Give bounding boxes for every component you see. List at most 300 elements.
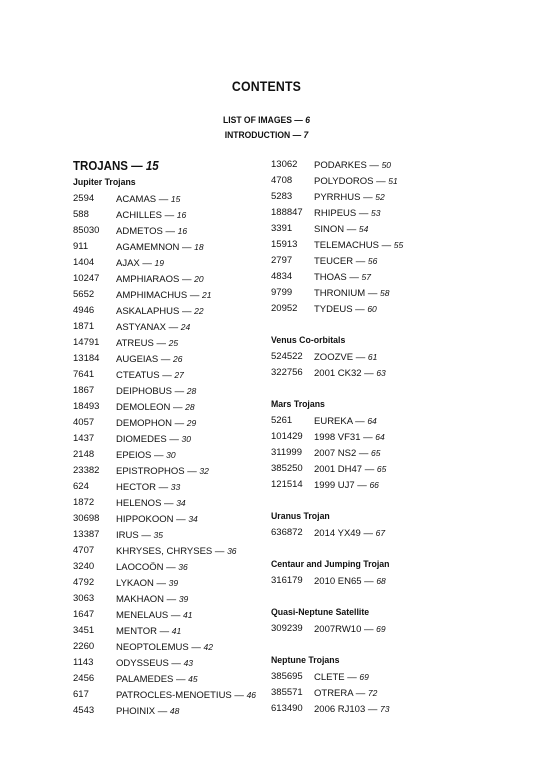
entry-title	[116, 191, 180, 208]
entry-name: ACAMAS	[116, 194, 157, 205]
dash: —	[171, 418, 187, 429]
dash: —	[373, 176, 389, 187]
entry-page: 60	[367, 304, 377, 314]
entry-page: 42	[203, 642, 213, 652]
entry-number: 5283	[271, 191, 293, 202]
entry-name: THOAS	[314, 272, 347, 283]
toc-entry[interactable]	[271, 269, 471, 285]
entry-page: 73	[380, 704, 390, 714]
entry-title	[116, 303, 204, 320]
entry-title	[314, 349, 377, 366]
section-heading: Mars Trojans	[271, 399, 325, 410]
entry-title	[116, 527, 163, 544]
entry-number: 1437	[73, 433, 95, 444]
entry-name: AMPHIARAOS	[116, 274, 180, 285]
front-matter-label: INTRODUCTION	[224, 130, 291, 141]
toc-entry[interactable]	[271, 301, 471, 317]
entry-name: LYKAON	[116, 578, 154, 589]
entry-page: 46	[246, 690, 257, 700]
toc-entry[interactable]	[73, 303, 263, 319]
entry-page: 51	[388, 176, 398, 186]
entry-number: 1647	[73, 609, 95, 620]
dash: —	[179, 306, 195, 317]
entry-number: 3240	[73, 561, 95, 572]
entry-page: 15	[170, 194, 181, 204]
section-heading: Jupiter Trojans	[73, 177, 136, 188]
toc-entry[interactable]	[271, 365, 471, 381]
entry-title	[314, 525, 385, 542]
entry-name: 2001 DH47	[314, 464, 363, 475]
entry-title	[314, 701, 389, 718]
entry-page: 32	[199, 466, 209, 476]
entry-number: 1867	[73, 385, 95, 396]
section-heading: Centaur and Jumping Trojan	[271, 559, 390, 570]
entry-page: 55	[393, 240, 404, 250]
entry-page: 28	[186, 386, 197, 396]
entry-number: 18493	[73, 401, 100, 412]
entry-title	[116, 223, 187, 240]
dash: —	[127, 159, 146, 173]
entry-title	[314, 253, 377, 270]
entry-number: 2797	[271, 255, 293, 266]
entry-title	[116, 703, 179, 720]
entry-number: 4946	[73, 305, 95, 316]
entry-number: 13184	[73, 353, 100, 364]
toc-entry[interactable]	[73, 591, 263, 607]
dash: —	[165, 322, 181, 333]
entry-number: 385571	[271, 687, 303, 698]
dash: —	[170, 402, 186, 413]
entry-page: 28	[185, 402, 195, 412]
toc-entry[interactable]	[271, 701, 471, 717]
entry-page: 65	[371, 448, 381, 458]
entry-page: 56	[367, 256, 378, 266]
toc-entry[interactable]	[271, 285, 471, 301]
front-matter-page: 6	[305, 115, 310, 126]
entry-page: 21	[202, 290, 212, 300]
entry-title	[314, 269, 371, 286]
entry-number: 2260	[73, 641, 95, 652]
dash: —	[352, 416, 368, 427]
entry-number: 13387	[73, 529, 100, 540]
entry-title	[314, 461, 386, 478]
toc-entry[interactable]	[73, 239, 263, 255]
entry-number: 2594	[73, 193, 95, 204]
dash: —	[155, 706, 170, 717]
dash: —	[138, 530, 154, 541]
toc-entry[interactable]	[271, 173, 471, 189]
entry-name: CLETE	[314, 672, 345, 683]
dash: —	[168, 610, 184, 621]
entry-title	[314, 445, 381, 462]
dash: —	[361, 368, 377, 379]
entry-number: 121514	[271, 479, 303, 490]
entry-page: 20	[194, 274, 204, 284]
entry-page: 72	[367, 688, 378, 698]
front-matter-introduction[interactable]	[27, 130, 507, 141]
entry-title	[116, 607, 193, 624]
entry-title	[314, 685, 377, 702]
dash: —	[356, 448, 372, 459]
toc-entry[interactable]	[73, 223, 263, 239]
entry-number: 1143	[73, 657, 94, 668]
dash: —	[354, 480, 370, 491]
entry-title	[314, 237, 403, 254]
toc-entry[interactable]	[271, 253, 471, 269]
dash: —	[360, 528, 376, 539]
entry-name: 1999 UJ7	[314, 480, 355, 491]
entry-number: 1871	[73, 321, 95, 332]
entry-number: 7641	[73, 369, 95, 380]
entry-page: 29	[186, 418, 197, 428]
entry-name: AGAMEMNON	[116, 242, 180, 253]
entry-title	[314, 285, 389, 302]
entry-title	[116, 543, 237, 560]
toc-entry[interactable]	[271, 685, 471, 701]
section-spacer	[271, 637, 471, 653]
entry-number: 14791	[73, 337, 100, 348]
entry-number: 85030	[73, 225, 100, 236]
dash: —	[290, 130, 304, 141]
dash: —	[161, 210, 177, 221]
entry-name: 2010 EN65	[314, 576, 362, 587]
entry-name: SINON	[314, 224, 345, 235]
dash: —	[352, 304, 368, 315]
toc-entry[interactable]	[73, 575, 263, 591]
dash: —	[157, 626, 172, 637]
toc-entry[interactable]	[73, 639, 263, 655]
entry-number: 636872	[271, 527, 303, 538]
entry-number: 4057	[73, 417, 95, 428]
entry-page: 30	[166, 450, 176, 460]
entry-name: AJAX	[116, 258, 140, 269]
entry-title	[314, 157, 391, 174]
entry-title	[116, 479, 180, 496]
toc-entry[interactable]	[271, 429, 471, 445]
toc-entry[interactable]	[73, 703, 263, 719]
entry-title	[116, 639, 213, 656]
entry-number: 3451	[73, 625, 95, 636]
toc-entry[interactable]	[73, 415, 263, 431]
section-heading: Neptune Trojans	[271, 655, 340, 666]
entry-name: ATREUS	[116, 338, 154, 349]
entry-name: 2007RW10	[314, 624, 362, 635]
entry-page: 61	[367, 352, 378, 362]
right-sections	[271, 157, 471, 717]
toc-entry[interactable]	[73, 207, 263, 223]
entry-name: HIPPOKOON	[116, 514, 174, 525]
dash: —	[362, 464, 377, 475]
entry-title	[116, 351, 183, 368]
toc-entry[interactable]	[73, 479, 263, 495]
entry-name: PYRRHUS	[314, 192, 361, 203]
entry-number: 1872	[73, 497, 95, 508]
dash: —	[156, 194, 171, 205]
entry-name: ACHILLES	[116, 210, 162, 221]
dash: —	[187, 290, 203, 301]
entry-page: 64	[367, 416, 377, 426]
entry-page: 39	[168, 578, 179, 588]
trojans-heading-label: TROJANS	[73, 159, 128, 173]
toc-entry[interactable]	[73, 447, 263, 463]
entry-name: MAKHAON	[116, 594, 165, 605]
entry-name: TEUCER	[314, 256, 354, 267]
entry-page: 16	[176, 210, 187, 220]
entry-page: 45	[188, 674, 198, 684]
entry-name: PODARKES	[314, 160, 367, 171]
entry-name: CTEATUS	[116, 370, 160, 381]
entry-number: 385695	[271, 671, 303, 682]
entry-number: 4792	[73, 577, 95, 588]
dash: —	[179, 274, 195, 285]
entry-title	[116, 335, 178, 352]
entry-number: 188847	[271, 207, 303, 218]
entry-page: 41	[183, 610, 193, 620]
dash: —	[361, 576, 377, 587]
entry-page: 19	[154, 258, 165, 268]
toc-entry[interactable]	[73, 623, 263, 639]
contents-title: CONTENTS	[231, 78, 302, 94]
entry-number: 3063	[73, 593, 95, 604]
entry-name: DIOMEDES	[116, 434, 167, 445]
entry-page: 18	[194, 242, 204, 252]
entry-number: 1404	[73, 257, 95, 268]
toc-entry[interactable]	[271, 461, 471, 477]
entry-page: 43	[183, 658, 194, 668]
entry-title	[116, 495, 186, 512]
toc-entry[interactable]	[271, 205, 471, 221]
entry-name: 1998 VF31	[314, 432, 361, 443]
toc-entry[interactable]	[73, 495, 263, 511]
entry-title	[314, 621, 386, 638]
entry-number: 3391	[271, 223, 293, 234]
toc-entry[interactable]	[271, 477, 471, 493]
dash: —	[353, 352, 368, 363]
entry-title	[116, 463, 209, 480]
entry-name: RHIPEUS	[314, 208, 357, 219]
section-spacer	[271, 317, 471, 333]
dash: —	[184, 466, 200, 477]
toc-entry[interactable]	[271, 157, 471, 173]
entry-title	[314, 477, 379, 494]
entry-number: 5652	[73, 289, 95, 300]
toc-entry[interactable]	[73, 543, 263, 559]
toc-entry[interactable]	[271, 237, 471, 253]
entry-page: 16	[177, 226, 188, 236]
entry-title	[314, 413, 377, 430]
dash: —	[179, 242, 195, 253]
entry-page: 68	[376, 576, 386, 586]
dash: —	[188, 642, 204, 653]
toc-entry[interactable]	[271, 221, 471, 237]
entry-number: 5261	[271, 415, 293, 426]
section-heading: Quasi-Neptune Satellite	[271, 607, 370, 618]
dash: —	[173, 514, 189, 525]
entry-page: 34	[188, 514, 198, 524]
entry-name: POLYDOROS	[314, 176, 374, 187]
toc-entry[interactable]	[73, 463, 263, 479]
section-heading: Uranus Trojan	[271, 511, 330, 522]
dash: —	[212, 546, 228, 557]
toc-entry[interactable]	[271, 669, 471, 685]
dash: —	[161, 498, 177, 509]
entry-name: AUGEIAS	[116, 354, 159, 365]
entry-name: NEOPTOLEMUS	[116, 642, 189, 653]
dash: —	[166, 434, 182, 445]
entry-number: 15913	[271, 239, 298, 250]
entry-page: 41	[171, 626, 182, 636]
toc-entry[interactable]	[73, 319, 263, 335]
entry-number: 311999	[271, 447, 302, 458]
entry-name: EPEIOS	[116, 450, 152, 461]
dash: —	[159, 370, 175, 381]
toc-entry[interactable]	[73, 191, 263, 207]
entry-title	[116, 399, 195, 416]
entry-number: 624	[73, 481, 89, 492]
entry-name: PALAMEDES	[116, 674, 174, 685]
entry-title	[116, 367, 184, 384]
dash: —	[153, 578, 169, 589]
entry-title	[314, 365, 386, 382]
dash: —	[360, 432, 376, 443]
toc-entry[interactable]	[73, 527, 263, 543]
dash: —	[291, 115, 306, 126]
entry-title	[314, 301, 377, 318]
toc-entry[interactable]	[73, 367, 263, 383]
entry-number: 2148	[73, 449, 95, 460]
dash: —	[163, 562, 179, 573]
dash: —	[346, 272, 362, 283]
toc-entry[interactable]	[271, 573, 471, 589]
entry-name: DEMOPHON	[116, 418, 172, 429]
entry-name: TYDEUS	[314, 304, 353, 315]
entry-name: 2007 NS2	[314, 448, 357, 459]
entry-number: 309239	[271, 623, 303, 634]
front-matter-page: 7	[303, 130, 309, 141]
toc-entry[interactable]	[73, 511, 263, 527]
entry-title	[116, 271, 204, 288]
entry-name: ASKALAPHUS	[116, 306, 180, 317]
toc-entry[interactable]	[73, 607, 263, 623]
entry-number: 911	[73, 241, 89, 252]
dash: —	[162, 226, 178, 237]
section-spacer	[271, 541, 471, 557]
toc-entry[interactable]	[271, 349, 471, 365]
left-sections	[73, 175, 263, 719]
entry-number: 316179	[271, 575, 303, 586]
entry-number: 20952	[271, 303, 298, 314]
entry-page: 53	[371, 208, 381, 218]
left-column	[73, 157, 263, 719]
entry-title	[314, 221, 368, 238]
entry-title	[116, 575, 178, 592]
toc-entry[interactable]	[271, 525, 471, 541]
entry-name: LAOCOÖN	[116, 562, 164, 573]
toc-entry[interactable]	[73, 399, 263, 415]
entry-name: IRUS	[116, 530, 139, 541]
entry-number: 617	[73, 689, 89, 700]
entry-name: DEMOLEON	[116, 402, 171, 413]
dash: —	[366, 160, 382, 171]
entry-name: MENTOR	[116, 626, 157, 637]
toc-entry[interactable]	[73, 559, 263, 575]
dash: —	[155, 482, 171, 493]
entry-name: ZOOZVE	[314, 352, 354, 363]
entry-name: MENELAUS	[116, 610, 169, 621]
entry-number: 613490	[271, 703, 303, 714]
entry-title	[116, 671, 198, 688]
toc-entry[interactable]	[271, 445, 471, 461]
dash: —	[168, 658, 184, 669]
entry-title	[116, 383, 196, 400]
toc-entry[interactable]	[73, 287, 263, 303]
dash: —	[353, 256, 368, 267]
toc-entry[interactable]	[73, 687, 263, 703]
front-matter-list-of-images[interactable]	[27, 115, 507, 126]
entry-number: 588	[73, 209, 89, 220]
entry-number: 4708	[271, 175, 293, 186]
entry-page: 22	[194, 306, 204, 316]
entry-title	[116, 591, 188, 608]
entry-page: 39	[178, 594, 189, 604]
dash: —	[139, 258, 155, 269]
entry-page: 50	[381, 160, 392, 170]
dash: —	[164, 594, 179, 605]
dash: —	[231, 690, 247, 701]
trojans-heading[interactable]	[73, 157, 248, 175]
entry-page: 66	[369, 480, 379, 490]
entry-page: 24	[180, 322, 191, 332]
entry-page: 58	[379, 288, 390, 298]
toc-entry[interactable]	[73, 671, 263, 687]
toc-entry[interactable]	[73, 655, 263, 671]
toc-entry[interactable]	[73, 255, 263, 271]
entry-page: 57	[361, 272, 371, 282]
toc-entry[interactable]	[271, 413, 471, 429]
toc-entry[interactable]	[271, 189, 471, 205]
entry-number: 101429	[271, 431, 303, 442]
entry-name: 2006 RJ103	[314, 704, 366, 715]
dash: —	[153, 338, 169, 349]
section-spacer	[271, 493, 471, 509]
dash: —	[365, 704, 381, 715]
entry-page: 26	[173, 354, 183, 364]
toc-entry[interactable]	[271, 621, 471, 637]
entry-name: HECTOR	[116, 482, 156, 493]
entry-title	[116, 447, 176, 464]
toc-entry[interactable]	[73, 271, 263, 287]
toc-entry[interactable]	[73, 335, 263, 351]
entry-page: 36	[178, 562, 188, 572]
entry-page: 35	[153, 530, 163, 540]
entry-title	[314, 429, 385, 446]
dash: —	[378, 240, 394, 251]
entry-title	[116, 287, 212, 304]
dash: —	[360, 192, 376, 203]
toc-entry[interactable]	[73, 431, 263, 447]
section-spacer	[271, 589, 471, 605]
entry-page: 52	[375, 192, 385, 202]
entry-page: 30	[181, 434, 191, 444]
toc-entry[interactable]	[73, 351, 263, 367]
entry-number: 10247	[73, 273, 100, 284]
dash: —	[158, 354, 174, 365]
entry-name: ODYSSEUS	[116, 658, 169, 669]
toc-entry[interactable]	[73, 383, 263, 399]
entry-number: 524522	[271, 351, 303, 362]
entry-page: 69	[359, 672, 369, 682]
section-heading: Venus Co-orbitals	[271, 335, 346, 346]
